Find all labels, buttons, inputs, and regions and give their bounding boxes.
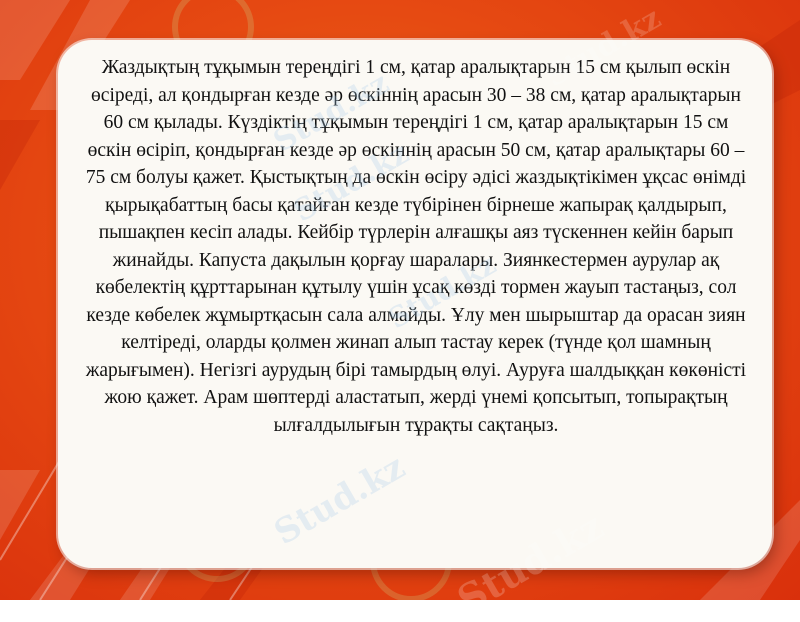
body-paragraph: Жаздықтың тұқымын тереңдігі 1 см, қатар аралықтарын 15 см қылып өскін өсіреді, ал қондырған кезде әр өскіннің арасын 30 – 38 см, қатар аралықтарын 60 см қылады. Күздіктің тұқымын тереңдігі 1 см, қатар аралықтарын 15 см өскін өсіріп, қондырған кезде әр өскіннің арасын 50 см, қатар аралықтары 60 – 75 см болуы қажет. Қыстықтың да өскін өсіру әдісі жаздықтікімен ұқсас өнімді қырықабаттың басы қатайған кезде түбірінен бірнеше жапырақ қалдырып, пышақпен кесіп алады. Кейбір түрлерін алғашқы аяз түскеннен кейін барып жинайды. Капуста дақылын қорғау шаралары. Зиянкестермен аурулар ақ көбелектің құрттарынан құтылу үшін ұсақ көзді тормен жауып тастаңыз, сол кезде көбелек жұмыртқасын сала алмайды. Ұлу мен шырыштар да орасан зиян келтіреді, оларды қолмен жинап алып тастау керек (түнде қол шамның жарығымен). Негізгі аурудың бірі тамырдың өлуі. Ауруға шалдыққан көкөністі жою қажет. Арам шөптерді аластатып, жерді үнемі қопсытып, топырақтың ылғалдылығын тұрақты сақтаңыз. — [85, 57, 747, 436]
content-area — [80, 54, 752, 554]
watermark-text: Stud.kz — [287, 135, 415, 230]
watermark-text: Stud.kz — [449, 502, 611, 622]
watermark-text: Stud.kz — [267, 446, 412, 554]
content-card — [58, 40, 772, 568]
watermark-text: Stud.kz — [382, 247, 502, 336]
watermark-text: Stud.kz — [267, 65, 395, 160]
